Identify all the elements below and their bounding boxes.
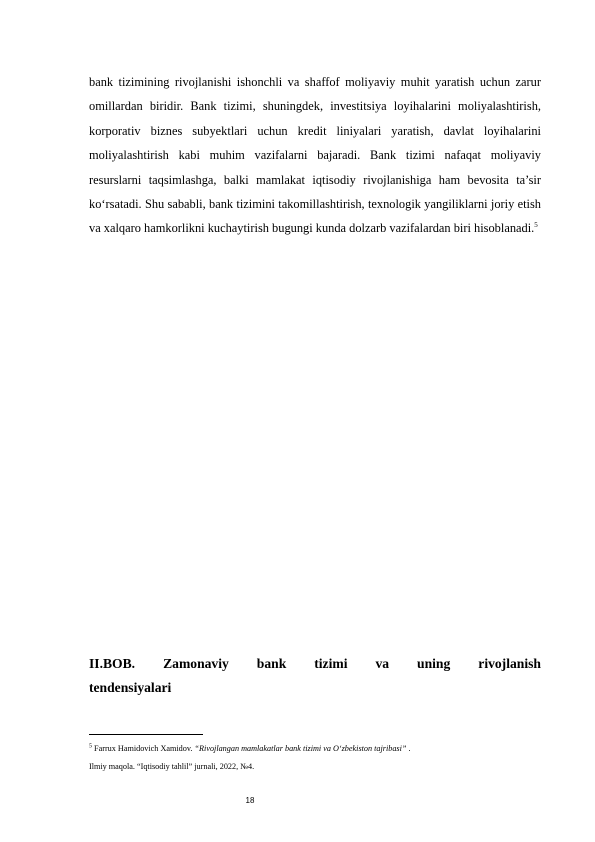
body-paragraph <box>89 70 541 241</box>
chapter-word: tizimi <box>314 656 348 671</box>
footnote-title-end: . <box>408 744 411 753</box>
footnote <box>89 740 549 776</box>
chapter-word: uning <box>417 656 451 671</box>
footnote-line-2: Ilmiy maqola. “Iqtisodiy tahlil” jurnali, 2022, №4. <box>89 762 255 771</box>
footnote-mark: 5 <box>89 743 92 750</box>
paragraph-text: bank tizimining rivojlanishi ishonchli va shaffof moliyaviy muhit yaratish uchun zarur omillardan biridir. Bank tizimi, shuningdek, investitsiya loyihalarini moliyalashtirish, korporativ biznes subyektlari uchun kredit liniyalari yaratish, davlat loyihalarini moliyalashtirish kabi muhim vazifalarni bajaradi. Bank tizimi nafaqat moliyaviy resurslarni taqsimlashga, balki mamlakat iqtisodiy rivojlanishiga ham bevosita ta’sir ko‘rsatadi. Shu sababli, bank tizimini takomillashtirish, texnologik yangiliklarni joriy etish va xalqaro hamkorlikni kuchaytirish bugungi kunda dolzarb vazifalardan biri hisoblanadi. <box>89 75 541 236</box>
page-number: 18 <box>245 796 255 805</box>
chapter-heading-line-2: tendensiyalari <box>89 680 172 695</box>
chapter-word: bank <box>256 656 287 671</box>
chapter-word: Zamonaviy <box>163 656 229 671</box>
footnote-author: Farrux Hamidovich Xamidov. <box>94 744 193 753</box>
chapter-heading <box>89 652 541 700</box>
chapter-word: va <box>375 656 390 671</box>
chapter-word: II.BOB. <box>89 656 136 671</box>
footnote-line-1 <box>89 740 549 758</box>
footnote-reference: 5 <box>534 221 538 230</box>
chapter-word: rivojlanish <box>478 656 541 671</box>
footnote-title: “Rivojlangan mamlakatlar bank tizimi va O‘zbekiston tajribasi” <box>192 744 409 753</box>
chapter-heading-line-1 <box>89 652 541 676</box>
footnote-divider <box>89 734 203 735</box>
body-paragraph-block <box>89 70 541 241</box>
